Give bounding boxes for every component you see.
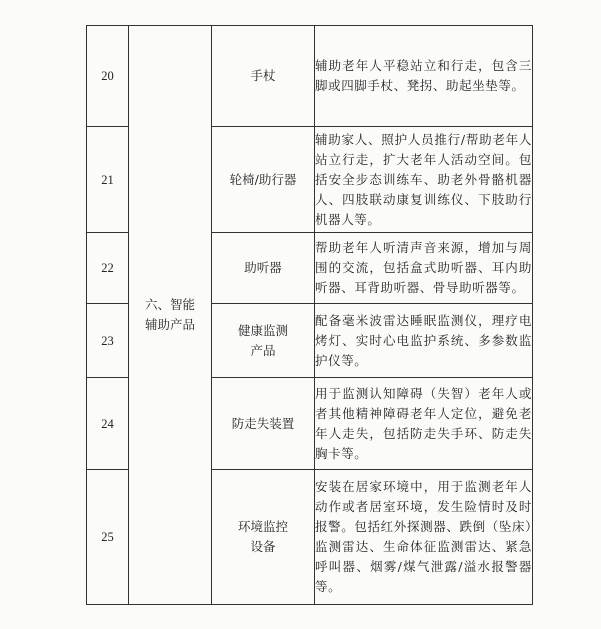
product-description: 配备毫米波雷达睡眠监测仪，理疗电烤灯、实时心电监护系统、多参数监护仪等。 xyxy=(315,304,533,378)
product-name-text: 健康监测产品 xyxy=(237,322,288,358)
product-name xyxy=(212,470,315,605)
product-description: 用于监测认知障碍（失智）老年人或者其他精神障碍老年人定位，避免老年人走失，包括防走失手环、防走失胸卡等。 xyxy=(315,378,533,470)
product-name: 轮椅/助行器 xyxy=(212,127,315,233)
row-number: 21 xyxy=(87,127,129,233)
category-label: 六、智能辅助产品 xyxy=(144,297,195,332)
product-description: 帮助老年人听清声音来源，增加与周围的交流，包括盒式助听器、耳内助听器、耳背助听器、骨导助听器等。 xyxy=(315,233,533,304)
product-name: 防走失装置 xyxy=(212,378,315,470)
product-description: 安装在居家环境中，用于监测老年人动作或者居室环境，发生险情时及时报警。包括红外探测器、跌倒（坠床）监测雷达、生命体征监测雷达、紧急呼叫器、烟雾/煤气泄露/溢水报警器等。 xyxy=(315,470,533,605)
product-description: 辅助家人、照护人员推行/帮助老年人站立行走，扩大老年人活动空间。包括安全步态训练车、助老外骨骼机器人、四肢联动康复训练仪、下肢助行机器人等。 xyxy=(315,127,533,233)
product-name: 助听器 xyxy=(212,233,315,304)
product-table xyxy=(86,25,533,605)
table-row xyxy=(87,26,533,127)
row-number: 24 xyxy=(87,378,129,470)
product-description: 辅助老年人平稳站立和行走，包含三脚或四脚手杖、凳拐、助起坐垫等。 xyxy=(315,26,533,127)
product-name xyxy=(212,304,315,378)
product-name: 手杖 xyxy=(212,26,315,127)
row-number: 22 xyxy=(87,233,129,304)
row-number: 25 xyxy=(87,470,129,605)
row-number: 23 xyxy=(87,304,129,378)
category-cell xyxy=(129,26,212,605)
product-name-text: 环境监控设备 xyxy=(237,519,288,554)
row-number: 20 xyxy=(87,26,129,127)
